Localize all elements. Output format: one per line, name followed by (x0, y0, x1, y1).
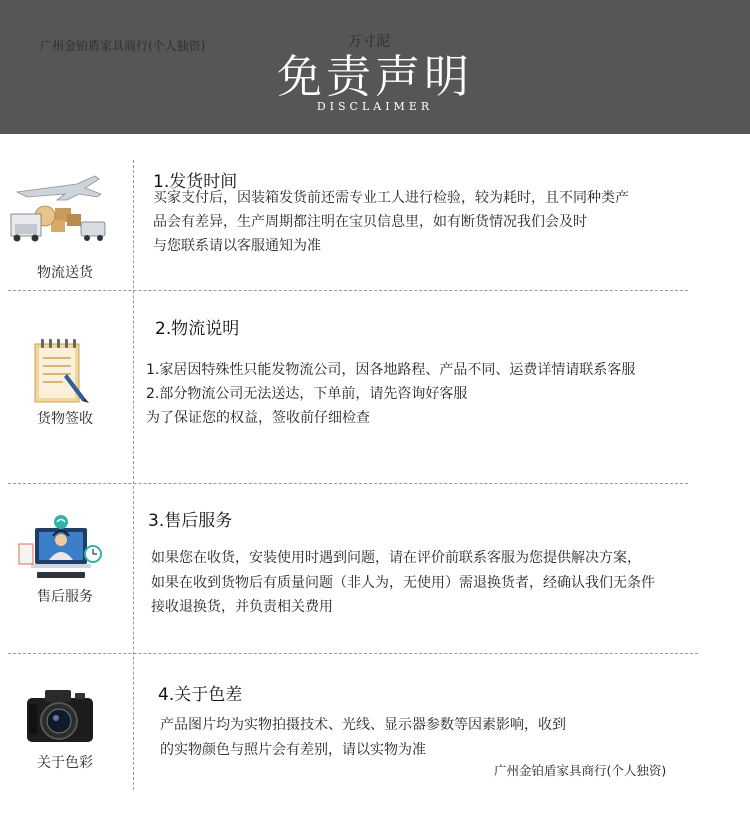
row-divider (8, 290, 688, 291)
row-divider (8, 483, 688, 484)
section-title-aftersales: 3.售后服务 (148, 511, 233, 531)
section-text-line: 接收退换货，并负责相关费用 (151, 599, 333, 615)
section-text-line: 为了保证您的权益，签收前仔细检查 (146, 410, 370, 426)
section-text-line: 如果您在收货，安装使用时遇到问题，请在评价前联系客服为您提供解决方案， (151, 550, 641, 566)
section-icon-label: 货物签收 (37, 411, 93, 427)
camera-icon (23, 684, 99, 746)
section-icon-label: 关于色彩 (37, 755, 93, 771)
section-text-line: 2.部分物流公司无法送达，下单前，请先咨询好客服 (146, 386, 468, 402)
customer-service-icon (15, 514, 105, 584)
header-shop-name: 广州金铂盾家具商行(个人独资) (40, 39, 206, 53)
header-banner (0, 0, 750, 134)
logistics-icon (7, 170, 107, 246)
page-title: 免责声明 (276, 50, 473, 103)
section-text-line: 1.家居因特殊性只能发物流公司，因各地路程、产品不同、运费详情请联系客服 (146, 362, 636, 378)
header-size-label: 万寸泥 (348, 34, 390, 50)
section-logistics-icon-cell (5, 330, 125, 430)
clipboard-icon (29, 334, 91, 404)
section-text-line: 如果在收到货物后有质量问题（非人为，无使用）需退换货者，经确认我们无条件 (151, 575, 655, 591)
page-subtitle: DISCLAIMER (316, 100, 434, 113)
section-icon-label: 售后服务 (37, 589, 93, 605)
row-divider (8, 653, 698, 654)
column-divider (133, 160, 134, 790)
section-text-line: 产品图片均为实物拍摄技术、光线、显示器参数等因素影响，收到 (160, 717, 566, 733)
section-text-line: 买家支付后，因装箱发货前还需专业工人进行检验，较为耗时，且不同种类产 (153, 190, 629, 206)
section-text-line: 品会有差异，生产周期都注明在宝贝信息里，如有断货情况我们会及时 (153, 214, 587, 230)
section-title-shipping-time: 1.发货时间 (153, 172, 238, 192)
section-shipping-icon-cell (5, 168, 125, 283)
section-text-line: 的实物颜色与照片会有差别，请以实物为准 (160, 742, 426, 758)
section-title-logistics: 2.物流说明 (155, 319, 240, 339)
section-title-color-difference: 4.关于色差 (158, 685, 243, 705)
section-aftersales-icon-cell (5, 512, 125, 612)
footer-shop-name: 广州金铂盾家具商行(个人独资) (494, 763, 667, 778)
section-text-line: 与您联系请以客服通知为准 (153, 238, 321, 254)
section-icon-label: 物流送货 (37, 265, 93, 281)
section-color-icon-cell (5, 682, 125, 782)
